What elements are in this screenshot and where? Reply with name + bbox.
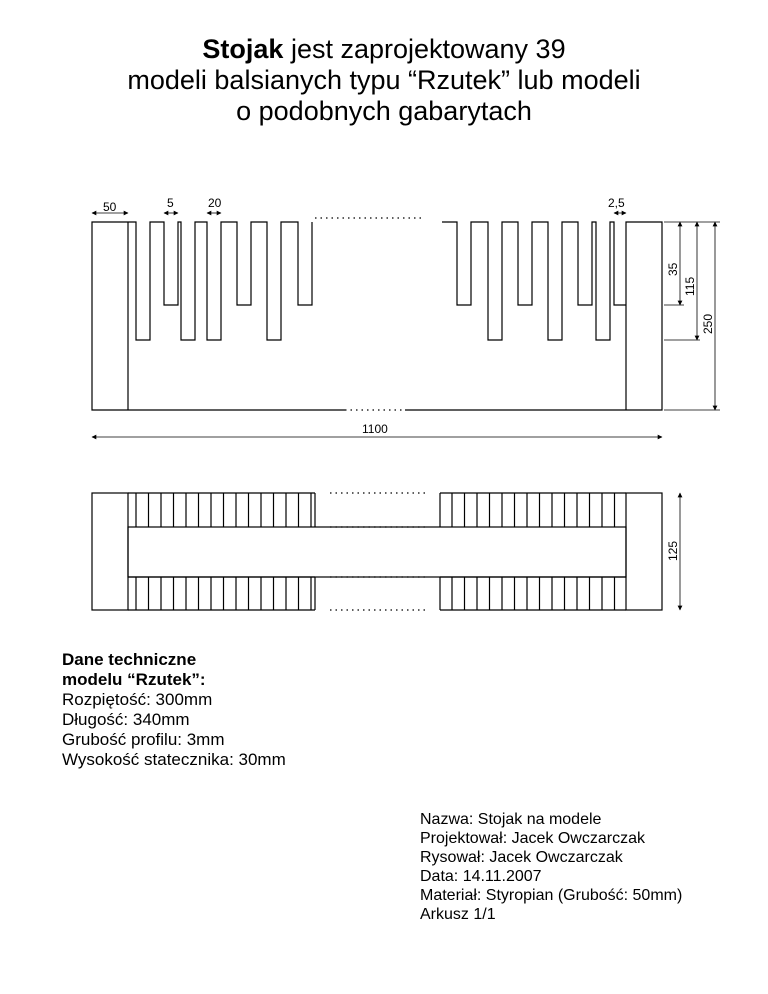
dim-label-length: 1100 [362, 422, 388, 436]
titleblock-material: Materiał: Styropian (Grubość: 50mm) [420, 887, 683, 904]
top-view-left-end [92, 493, 128, 610]
dim-label-slot-small: 2,5 [608, 196, 625, 210]
top-view-rails [128, 493, 626, 610]
titleblock-name: Nazwa: Stojak na modele [420, 811, 602, 828]
dim-label-height: 250 [701, 313, 715, 334]
specs-heading-2: modelu “Rzutek”: [62, 670, 206, 689]
spec-line-length: Długość: 340mm [62, 710, 190, 729]
front-view-outline [92, 222, 662, 410]
title-line-3: o podobnych gabarytach [236, 96, 532, 126]
top-view-slats-upper [136, 493, 615, 527]
titleblock-drafter: Rysował: Jacek Owczarczak [420, 849, 623, 866]
title-bold-word: Stojak [202, 34, 284, 64]
titleblock-designer: Projektował: Jacek Owczarczak [420, 830, 645, 847]
top-view-center-channel [128, 527, 626, 577]
dim-label-end-width: 50 [103, 200, 117, 214]
top-view-slats-lower [136, 577, 615, 610]
top-view-right-end [626, 493, 662, 610]
title-line-1-rest: jest zaprojektowany 39 [283, 34, 566, 64]
spec-line-stabilizer: Wysokość statecznika: 30mm [62, 750, 286, 769]
titleblock-sheet: Arkusz 1/1 [420, 906, 496, 923]
spec-line-profile: Grubość profilu: 3mm [62, 730, 225, 749]
front-view [92, 218, 662, 410]
dim-label-top-width: 125 [666, 540, 680, 561]
top-view [92, 493, 662, 610]
dim-label-slot-pitch: 20 [208, 196, 222, 210]
model-specs [62, 650, 286, 770]
spec-line-wingspan: Rozpiętość: 300mm [62, 690, 213, 709]
title-line-2: modeli balsianych typu “Rzutek” lub modeli [127, 65, 641, 95]
dim-label-slot-width: 5 [167, 196, 174, 210]
titleblock-date: Data: 14.11.2007 [420, 868, 542, 885]
title-block [420, 810, 682, 924]
specs-heading-1: Dane techniczne [62, 650, 197, 669]
dim-label-slot-depth-short: 35 [666, 262, 680, 276]
dim-label-slot-depth-long: 115 [683, 276, 697, 296]
